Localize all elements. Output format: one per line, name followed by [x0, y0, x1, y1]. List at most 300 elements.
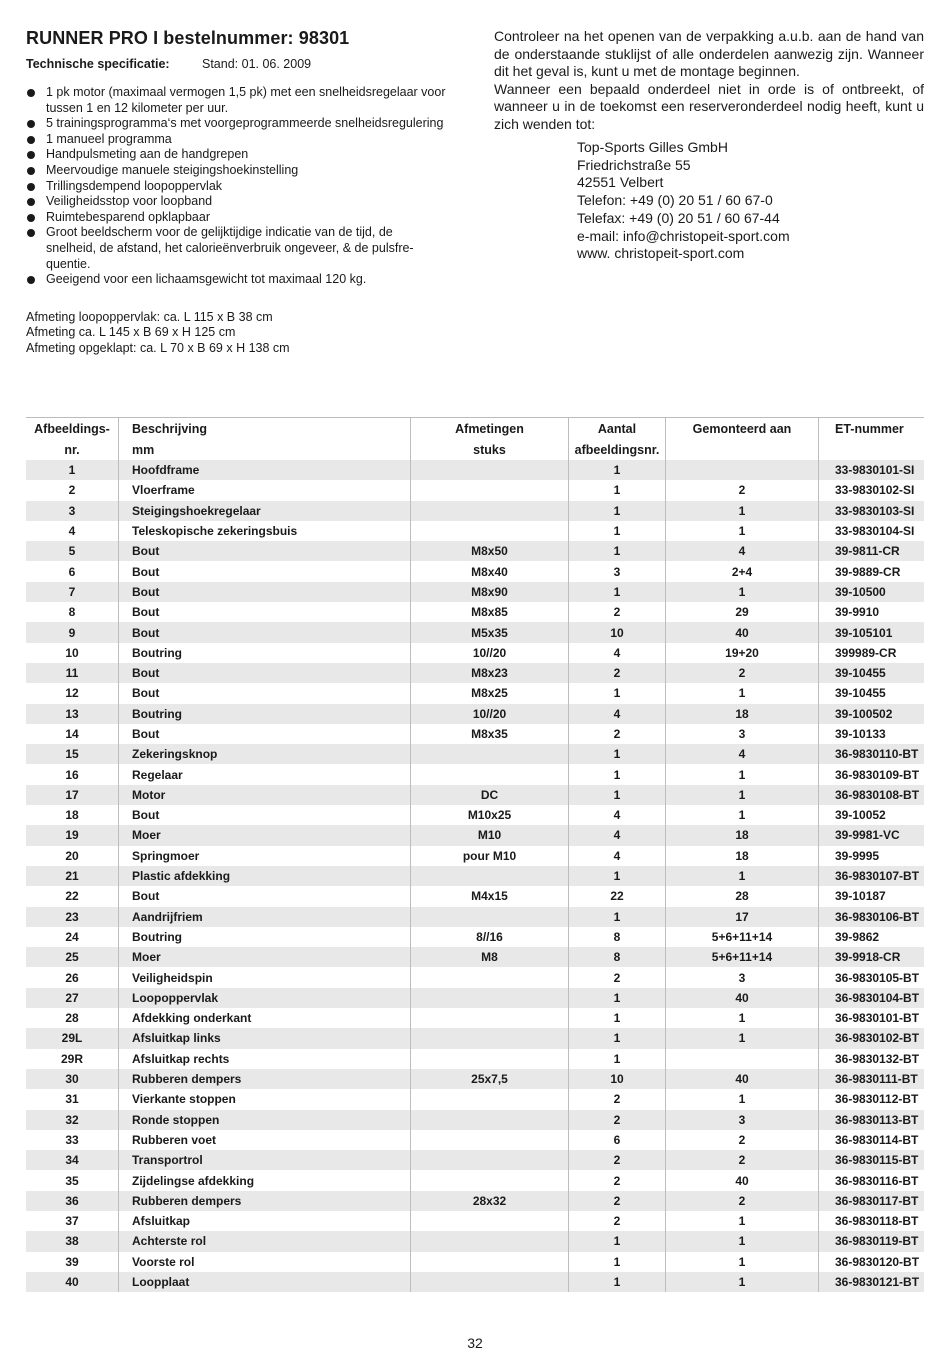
et-number-cell: 39-9995 [819, 846, 925, 866]
part-number-cell: 31 [26, 1089, 119, 1109]
mounted-on-cell: 1 [666, 1028, 819, 1048]
mounted-on-cell: 2 [666, 1150, 819, 1170]
quantity-cell: 1 [569, 541, 666, 561]
quantity-cell: 8 [569, 947, 666, 967]
header-cell [819, 439, 925, 460]
quantity-cell: 1 [569, 1049, 666, 1069]
mounted-on-cell [666, 460, 819, 480]
description-cell: Bout [119, 663, 411, 683]
header-cell [666, 439, 819, 460]
dimension-cell: 25x7,5 [411, 1069, 569, 1089]
table-row [26, 947, 924, 967]
part-number-cell: 21 [26, 866, 119, 886]
quantity-cell: 1 [569, 460, 666, 480]
part-number-cell: 16 [26, 764, 119, 784]
quantity-cell: 2 [569, 1089, 666, 1109]
feature-text: Handpulsmeting aan de handgrepen [46, 147, 249, 162]
quantity-cell: 1 [569, 866, 666, 886]
dimension-cell: M8x85 [411, 602, 569, 622]
mounted-on-cell: 4 [666, 541, 819, 561]
quantity-cell: 6 [569, 1130, 666, 1150]
quantity-cell: 1 [569, 521, 666, 541]
header-cell: Aantal [569, 418, 666, 440]
description-cell: Veiligheidspin [119, 967, 411, 987]
dimensions-block [26, 310, 446, 357]
et-number-cell: 36-9830116-BT [819, 1170, 925, 1190]
mounted-on-cell: 3 [666, 724, 819, 744]
quantity-cell: 2 [569, 967, 666, 987]
et-number-cell: 36-9830106-BT [819, 907, 925, 927]
mounted-on-cell: 3 [666, 1110, 819, 1130]
description-cell: Aandrijfriem [119, 907, 411, 927]
feature-item [26, 132, 446, 148]
table-row [26, 521, 924, 541]
et-number-cell: 39-10187 [819, 886, 925, 906]
dimension-cell [411, 988, 569, 1008]
dimension-cell [411, 1170, 569, 1190]
part-number-cell: 10 [26, 643, 119, 663]
part-number-cell: 25 [26, 947, 119, 967]
header-cell: Afmetingen [411, 418, 569, 440]
contact-info [494, 28, 924, 263]
mounted-on-cell: 18 [666, 704, 819, 724]
description-cell: Plastic afdekking [119, 866, 411, 886]
address-line: Top-Sports Gilles GmbH [577, 139, 728, 155]
description-cell: Bout [119, 602, 411, 622]
table-row [26, 907, 924, 927]
quantity-cell: 1 [569, 1252, 666, 1272]
quantity-cell: 1 [569, 1272, 666, 1292]
table-row [26, 805, 924, 825]
dimension-cell [411, 1008, 569, 1028]
header-cell: afbeeldingsnr. [569, 439, 666, 460]
mounted-on-cell: 18 [666, 825, 819, 845]
table-row [26, 1028, 924, 1048]
description-cell: Voorste rol [119, 1252, 411, 1272]
mounted-on-cell: 1 [666, 764, 819, 784]
feature-item [26, 194, 446, 210]
table-row [26, 1150, 924, 1170]
part-number-cell: 30 [26, 1069, 119, 1089]
dimension-line: Afmeting opgeklapt: ca. L 70 x B 69 x H 138 cm [26, 340, 290, 355]
intro-paragraph-1: Controleer na het openen van de verpakking a.u.b. aan de hand van de onderstaande stuklijst of alle onderdelen aanwezig zijn. Wanneer dit het geval is, kunt u met de montage beginnen. [494, 28, 924, 79]
part-number-cell: 19 [26, 825, 119, 845]
quantity-cell: 4 [569, 805, 666, 825]
et-number-cell: 36-9830115-BT [819, 1150, 925, 1170]
mounted-on-cell: 4 [666, 744, 819, 764]
bullet-icon [27, 214, 35, 222]
bullet-icon [27, 120, 35, 128]
quantity-cell: 1 [569, 785, 666, 805]
et-number-cell: 36-9830113-BT [819, 1110, 925, 1130]
et-number-cell: 33-9830102-SI [819, 480, 925, 500]
mounted-on-cell: 28 [666, 886, 819, 906]
bullet-icon [27, 151, 35, 159]
table-row [26, 988, 924, 1008]
description-cell: Zekeringsknop [119, 744, 411, 764]
mounted-on-cell: 5+6+11+14 [666, 927, 819, 947]
part-number-cell: 11 [26, 663, 119, 683]
table-row [26, 460, 924, 480]
et-number-cell: 36-9830121-BT [819, 1272, 925, 1292]
feature-text: Geeigend voor een lichaamsgewicht tot maximaal 120 kg. [46, 272, 367, 287]
quantity-cell: 8 [569, 927, 666, 947]
parts-table-body [26, 460, 924, 1292]
description-cell: Vloerframe [119, 480, 411, 500]
table-row [26, 1231, 924, 1251]
header-cell: Afbeeldings- [26, 418, 119, 440]
quantity-cell: 1 [569, 683, 666, 703]
dimension-cell: M8 [411, 947, 569, 967]
et-number-cell: 39-9889-CR [819, 561, 925, 581]
table-row [26, 480, 924, 500]
part-number-cell: 8 [26, 602, 119, 622]
description-cell: Transportrol [119, 1150, 411, 1170]
et-number-cell: 399989-CR [819, 643, 925, 663]
table-header-row [26, 418, 924, 440]
et-number-cell: 39-10133 [819, 724, 925, 744]
description-cell: Bout [119, 561, 411, 581]
spec-heading [26, 57, 446, 71]
dimension-cell: M8x50 [411, 541, 569, 561]
mounted-on-cell: 18 [666, 846, 819, 866]
dimension-cell: DC [411, 785, 569, 805]
feature-item [26, 272, 446, 288]
description-cell: Loopoppervlak [119, 988, 411, 1008]
dimension-cell: M10 [411, 825, 569, 845]
description-cell: Zijdelingse afdekking [119, 1170, 411, 1190]
mounted-on-cell: 1 [666, 805, 819, 825]
part-number-cell: 32 [26, 1110, 119, 1130]
part-number-cell: 20 [26, 846, 119, 866]
page-number: 32 [467, 1335, 483, 1351]
et-number-cell: 39-100502 [819, 704, 925, 724]
mounted-on-cell: 1 [666, 683, 819, 703]
part-number-cell: 36 [26, 1191, 119, 1211]
table-row [26, 1272, 924, 1292]
dimension-cell: 10//20 [411, 704, 569, 724]
feature-item [26, 116, 446, 132]
address-line: www. christopeit-sport.com [577, 245, 745, 262]
table-row [26, 764, 924, 784]
description-cell: Afdekking onderkant [119, 1008, 411, 1028]
et-number-cell: 33-9830103-SI [819, 501, 925, 521]
quantity-cell: 1 [569, 1231, 666, 1251]
table-row [26, 967, 924, 987]
spec-label: Technische specificatie: [26, 57, 170, 71]
dimension-cell: M8x35 [411, 724, 569, 744]
quantity-cell: 1 [569, 764, 666, 784]
dimension-cell: M8x90 [411, 582, 569, 602]
feature-item [26, 225, 446, 272]
table-row [26, 561, 924, 581]
mounted-on-cell: 40 [666, 988, 819, 1008]
dimension-cell [411, 1028, 569, 1048]
dimension-cell: M8x40 [411, 561, 569, 581]
table-row [26, 1170, 924, 1190]
bullet-icon [27, 89, 35, 97]
quantity-cell: 10 [569, 622, 666, 642]
dimension-cell [411, 1272, 569, 1292]
part-number-cell: 7 [26, 582, 119, 602]
et-number-cell: 36-9830102-BT [819, 1028, 925, 1048]
dimension-cell [411, 1252, 569, 1272]
quantity-cell: 4 [569, 846, 666, 866]
table-row [26, 846, 924, 866]
mounted-on-cell: 29 [666, 602, 819, 622]
description-cell: Motor [119, 785, 411, 805]
mounted-on-cell: 17 [666, 907, 819, 927]
dimension-cell: M8x23 [411, 663, 569, 683]
dimension-cell: pour M10 [411, 846, 569, 866]
part-number-cell: 4 [26, 521, 119, 541]
part-number-cell: 1 [26, 460, 119, 480]
et-number-cell: 36-9830108-BT [819, 785, 925, 805]
mounted-on-cell: 1 [666, 1231, 819, 1251]
feature-text: 1 pk motor (maximaal vermogen 1,5 pk) met een snelheidsregelaar voor tussen 1 en 12 kilometer per uur. [46, 85, 446, 115]
quantity-cell: 1 [569, 744, 666, 764]
quantity-cell: 3 [569, 561, 666, 581]
parts-table [26, 417, 924, 1292]
mounted-on-cell: 1 [666, 501, 819, 521]
feature-item [26, 147, 446, 163]
table-row [26, 825, 924, 845]
description-cell: Ronde stoppen [119, 1110, 411, 1130]
quantity-cell: 2 [569, 1211, 666, 1231]
feature-list [26, 85, 446, 288]
table-row [26, 724, 924, 744]
bullet-icon [27, 136, 35, 144]
et-number-cell: 36-9830107-BT [819, 866, 925, 886]
feature-text: Groot beeldscherm voor de gelijktijdige indicatie van de tijd, de snelheid, de afstand, het calorieënverbruik ongeveer, & de pulsfre- quentie. [46, 225, 414, 271]
table-row [26, 602, 924, 622]
dimension-cell [411, 460, 569, 480]
quantity-cell: 2 [569, 1170, 666, 1190]
dimension-cell: M5x35 [411, 622, 569, 642]
part-number-cell: 27 [26, 988, 119, 1008]
dimension-cell [411, 521, 569, 541]
et-number-cell: 33-9830101-SI [819, 460, 925, 480]
dimension-cell [411, 1150, 569, 1170]
part-number-cell: 18 [26, 805, 119, 825]
et-number-cell: 36-9830114-BT [819, 1130, 925, 1150]
part-number-cell: 14 [26, 724, 119, 744]
document-title: RUNNER PRO I bestelnummer: 98301 [26, 28, 350, 48]
part-number-cell: 29R [26, 1049, 119, 1069]
et-number-cell: 39-10052 [819, 805, 925, 825]
et-number-cell: 39-9910 [819, 602, 925, 622]
part-number-cell: 39 [26, 1252, 119, 1272]
part-number-cell: 26 [26, 967, 119, 987]
dimension-cell [411, 967, 569, 987]
dimension-cell: M10x25 [411, 805, 569, 825]
et-number-cell: 39-9811-CR [819, 541, 925, 561]
header-cell: Beschrijving [119, 418, 411, 440]
part-number-cell: 35 [26, 1170, 119, 1190]
dimension-cell [411, 1231, 569, 1251]
quantity-cell: 2 [569, 1191, 666, 1211]
et-number-cell: 36-9830118-BT [819, 1211, 925, 1231]
mounted-on-cell: 1 [666, 1008, 819, 1028]
bullet-icon [27, 276, 35, 284]
address-line: e-mail: info@christopeit-sport.com [577, 227, 790, 244]
table-row [26, 643, 924, 663]
dimension-cell [411, 501, 569, 521]
header-cell: mm [119, 439, 411, 460]
table-row [26, 582, 924, 602]
address-line: Telefax: +49 (0) 20 51 / 60 67-44 [577, 209, 780, 226]
dimension-cell: M4x15 [411, 886, 569, 906]
description-cell: Boutring [119, 643, 411, 663]
description-cell: Bout [119, 582, 411, 602]
feature-item [26, 179, 446, 195]
bullet-icon [27, 167, 35, 175]
description-cell: Bout [119, 886, 411, 906]
description-cell: Rubberen voet [119, 1130, 411, 1150]
table-row [26, 866, 924, 886]
description-cell: Bout [119, 683, 411, 703]
mounted-on-cell: 19+20 [666, 643, 819, 663]
description-cell: Rubberen dempers [119, 1069, 411, 1089]
mounted-on-cell: 1 [666, 1211, 819, 1231]
description-cell: Bout [119, 541, 411, 561]
mounted-on-cell: 1 [666, 785, 819, 805]
mounted-on-cell: 40 [666, 1069, 819, 1089]
et-number-cell: 36-9830119-BT [819, 1231, 925, 1251]
et-number-cell: 39-10500 [819, 582, 925, 602]
quantity-cell: 2 [569, 663, 666, 683]
feature-text: Meervoudige manuele steigingshoekinstelling [46, 162, 299, 177]
dimension-cell [411, 764, 569, 784]
table-header-row [26, 439, 924, 460]
intro-paragraph-2: Wanneer een bepaald onderdeel niet in orde is of ontbreekt, of wanneer u in de toekomst een reserveronderdeel nodig heeft, kunt u zich wenden tot: [494, 80, 924, 132]
table-row [26, 927, 924, 947]
table-row [26, 683, 924, 703]
quantity-cell: 2 [569, 724, 666, 744]
dimension-cell: 8//16 [411, 927, 569, 947]
part-number-cell: 15 [26, 744, 119, 764]
feature-item [26, 210, 446, 226]
description-cell: Bout [119, 622, 411, 642]
part-number-cell: 5 [26, 541, 119, 561]
description-cell: Hoofdframe [119, 460, 411, 480]
feature-text: Ruimtebesparend opklapbaar [46, 209, 210, 224]
dimension-cell [411, 480, 569, 500]
table-row [26, 744, 924, 764]
description-cell: Bout [119, 805, 411, 825]
quantity-cell: 4 [569, 825, 666, 845]
feature-text: 5 trainingsprogramma‘s met voorgeprogrammeerde snelheidsregulering [46, 116, 444, 131]
description-cell: Afsluitkap [119, 1211, 411, 1231]
description-cell: Boutring [119, 704, 411, 724]
part-number-cell: 13 [26, 704, 119, 724]
part-number-cell: 33 [26, 1130, 119, 1150]
quantity-cell: 4 [569, 643, 666, 663]
dimension-line: Afmeting loopoppervlak: ca. L 115 x B 38 cm [26, 309, 273, 324]
mounted-on-cell: 1 [666, 866, 819, 886]
table-row [26, 1110, 924, 1130]
mounted-on-cell: 40 [666, 1170, 819, 1190]
table-row [26, 1191, 924, 1211]
quantity-cell: 1 [569, 480, 666, 500]
mounted-on-cell: 1 [666, 1272, 819, 1292]
quantity-cell: 2 [569, 1110, 666, 1130]
table-row [26, 1211, 924, 1231]
part-number-cell: 38 [26, 1231, 119, 1251]
part-number-cell: 37 [26, 1211, 119, 1231]
part-number-cell: 34 [26, 1150, 119, 1170]
dimension-cell [411, 907, 569, 927]
et-number-cell: 36-9830105-BT [819, 967, 925, 987]
quantity-cell: 1 [569, 1028, 666, 1048]
description-cell: Steigingshoekregelaar [119, 501, 411, 521]
part-number-cell: 2 [26, 480, 119, 500]
quantity-cell: 2 [569, 1150, 666, 1170]
description-cell: Springmoer [119, 846, 411, 866]
description-cell: Moer [119, 825, 411, 845]
bullet-icon [27, 198, 35, 206]
et-number-cell: 36-9830101-BT [819, 1008, 925, 1028]
table-row [26, 1252, 924, 1272]
et-number-cell: 36-9830104-BT [819, 988, 925, 1008]
header-cell: ET-nummer [819, 418, 925, 440]
part-number-cell: 6 [26, 561, 119, 581]
feature-text: 1 manueel programma [46, 131, 172, 146]
header-cell: nr. [26, 439, 119, 460]
dimension-cell [411, 744, 569, 764]
address-line: Telefon: +49 (0) 20 51 / 60 67-0 [577, 192, 773, 209]
et-number-cell: 36-9830111-BT [819, 1069, 925, 1089]
et-number-cell: 36-9830109-BT [819, 764, 925, 784]
quantity-cell: 1 [569, 907, 666, 927]
table-row [26, 541, 924, 561]
description-cell: Loopplaat [119, 1272, 411, 1292]
part-number-cell: 29L [26, 1028, 119, 1048]
et-number-cell: 33-9830104-SI [819, 521, 925, 541]
table-row [26, 1130, 924, 1150]
description-cell: Vierkante stoppen [119, 1089, 411, 1109]
feature-item [26, 163, 446, 179]
et-number-cell: 39-9918-CR [819, 947, 925, 967]
dimension-cell [411, 1211, 569, 1231]
et-number-cell: 36-9830132-BT [819, 1049, 925, 1069]
table-row [26, 1049, 924, 1069]
table-row [26, 501, 924, 521]
mounted-on-cell: 2 [666, 663, 819, 683]
mounted-on-cell: 2+4 [666, 561, 819, 581]
part-number-cell: 9 [26, 622, 119, 642]
description-cell: Rubberen dempers [119, 1191, 411, 1211]
mounted-on-cell [666, 1049, 819, 1069]
quantity-cell: 1 [569, 582, 666, 602]
dimension-cell [411, 1130, 569, 1150]
mounted-on-cell: 1 [666, 521, 819, 541]
dimension-cell: 10//20 [411, 643, 569, 663]
part-number-cell: 17 [26, 785, 119, 805]
address-block [577, 139, 924, 263]
table-row [26, 1089, 924, 1109]
part-number-cell: 23 [26, 907, 119, 927]
description-cell: Afsluitkap links [119, 1028, 411, 1048]
table-row [26, 622, 924, 642]
dimension-cell: M8x25 [411, 683, 569, 703]
address-line: Friedrichstraße 55 [577, 156, 691, 173]
et-number-cell: 36-9830110-BT [819, 744, 925, 764]
dimension-cell [411, 866, 569, 886]
quantity-cell: 2 [569, 602, 666, 622]
description-cell: Regelaar [119, 764, 411, 784]
quantity-cell: 22 [569, 886, 666, 906]
